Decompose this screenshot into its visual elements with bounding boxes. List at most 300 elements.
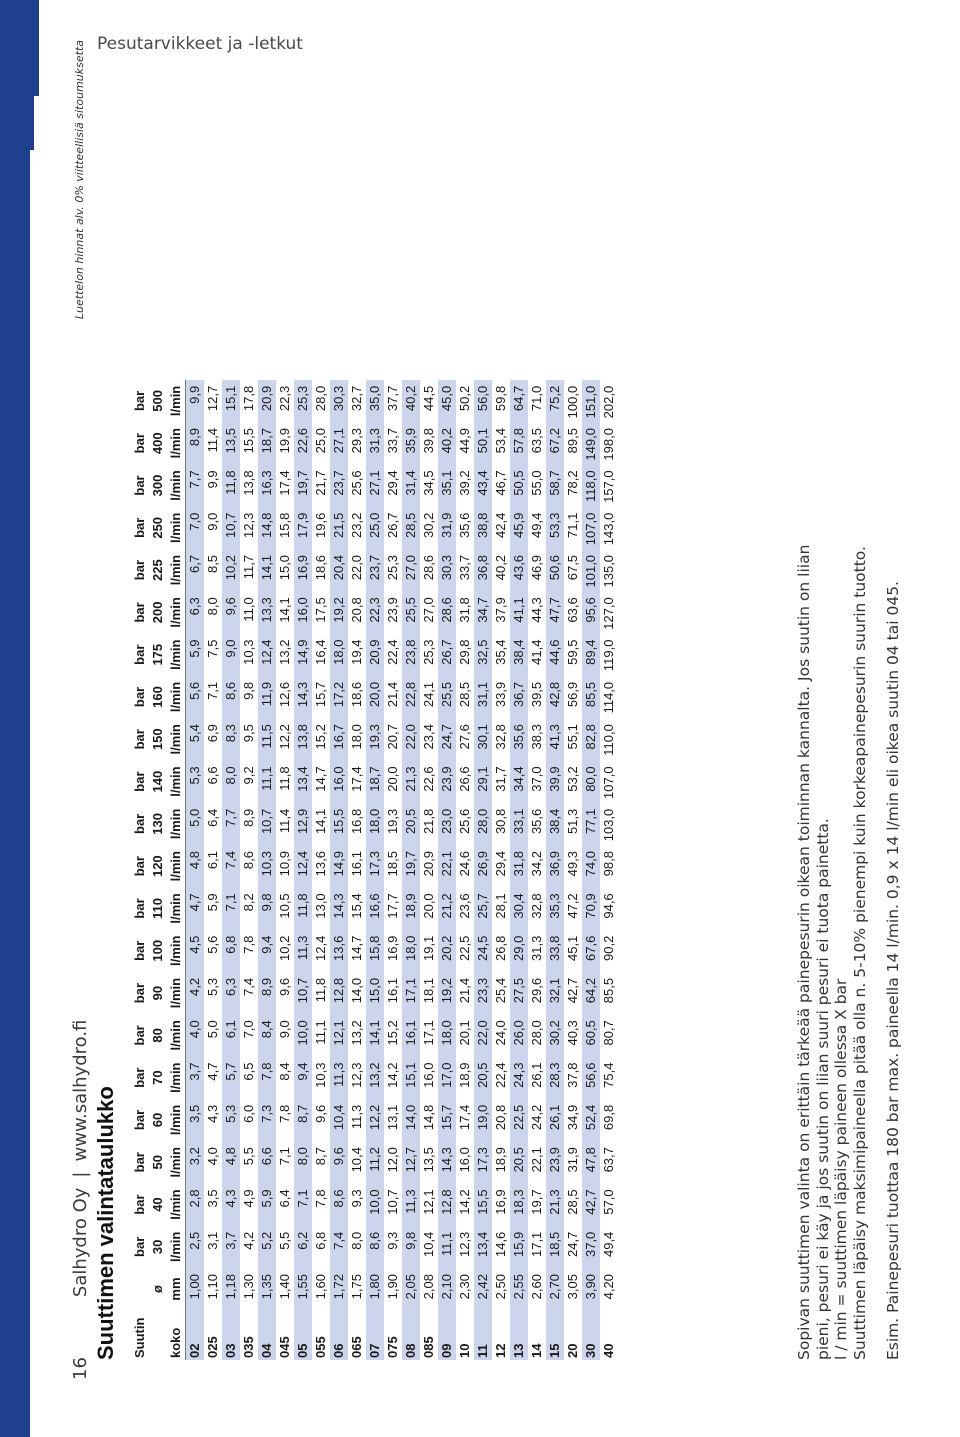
flow-value-cell: 13,8	[241, 470, 256, 496]
flow-value-cell: 6,3	[222, 972, 240, 1014]
note-line: Sopivan suuttimen valinta on erittäin tärkeää painepesurin oikean toiminnan kannalta. Jos suutin on liian	[795, 544, 813, 1360]
note-line: l / min = suuttimen läpäisy paineen ollessa X bar	[832, 978, 850, 1360]
flow-value-cell: 28,0	[474, 803, 492, 845]
header-flow-unit: l/min	[167, 676, 186, 718]
flow-value-cell: 4,8	[222, 1141, 240, 1183]
nozzle-size-cell: 13	[510, 1310, 528, 1360]
header-flow-unit: l/min	[167, 1226, 186, 1268]
flow-value-cell: 21,2	[438, 887, 456, 929]
table-row	[258, 380, 276, 1360]
flow-value-cell: 107,0	[601, 766, 616, 799]
flow-value-cell: 17,3	[366, 845, 384, 887]
header-bar-unit: bar	[132, 898, 147, 919]
flow-value-cell: 23,7	[366, 549, 384, 591]
flow-value-cell: 42,4	[493, 512, 508, 538]
flow-value-cell: 5,9	[186, 634, 205, 676]
flow-value-cell: 12,8	[330, 972, 348, 1014]
flow-value-cell: 56,0	[474, 380, 492, 422]
flow-value-cell: 56,9	[565, 681, 580, 708]
flow-value-cell: 29,8	[457, 639, 472, 665]
flow-value-cell: 20,8	[493, 1104, 508, 1131]
flow-value-cell: 78,2	[565, 470, 580, 496]
footer-website-link[interactable]: www.salhydro.fi	[69, 1019, 91, 1162]
flow-value-cell: 16,0	[294, 591, 312, 633]
flow-value-cell: 10,0	[366, 1183, 384, 1225]
flow-value-cell: 27,6	[457, 724, 472, 750]
flow-value-cell: 36,7	[510, 676, 528, 718]
flow-value-cell: 7,8	[277, 1104, 292, 1123]
flow-value-cell: 52,4	[582, 1099, 600, 1141]
header-bar-unit: bar	[132, 517, 147, 538]
header-bar-unit: bar	[132, 433, 147, 454]
flow-value-cell: 16,9	[385, 935, 400, 961]
flow-value-cell: 22,6	[294, 422, 312, 464]
flow-value-cell: 40,2	[438, 422, 456, 464]
flow-value-cell: 26,7	[385, 512, 400, 538]
flow-value-cell: 13,5	[421, 1147, 436, 1173]
flow-value-cell: 17,8	[241, 385, 256, 412]
flow-value-cell: 15,1	[402, 1057, 420, 1099]
flow-value-cell: 12,4	[313, 935, 328, 961]
flow-value-cell: 12,8	[438, 1183, 456, 1225]
flow-value-cell: 25,3	[421, 639, 436, 665]
flow-value-cell: 25,3	[385, 554, 400, 581]
flow-value-cell: 28,0	[313, 385, 328, 412]
flow-value-cell: 18,3	[510, 1183, 528, 1225]
flow-value-cell: 23,4	[421, 724, 436, 750]
flow-value-cell: 60,5	[582, 1014, 600, 1056]
header-flow-unit: l/min	[167, 422, 186, 464]
flow-value-cell: 8,4	[277, 1062, 292, 1081]
header-bar-unit: bar	[132, 856, 147, 877]
header-bar-unit: bar	[132, 1152, 147, 1173]
flow-value-cell: 3,5	[205, 1189, 220, 1208]
flow-value-cell: 10,2	[222, 549, 240, 591]
flow-value-cell: 20,0	[385, 766, 400, 792]
flow-value-cell: 6,7	[186, 549, 205, 591]
footer-separator: |	[69, 1171, 91, 1178]
header-pressure-value: 50	[150, 1155, 165, 1170]
diameter-cell: 3,90	[582, 1268, 600, 1310]
flow-value-cell: 18,9	[493, 1147, 508, 1173]
table-row	[492, 380, 510, 1360]
flow-value-cell: 21,3	[402, 760, 420, 802]
flow-value-cell: 8,0	[205, 597, 220, 616]
flow-value-cell: 21,3	[546, 1183, 564, 1225]
header-flow-unit: l/min	[167, 464, 186, 506]
flow-value-cell: 67,5	[565, 554, 580, 581]
flow-value-cell: 14,6	[493, 1231, 508, 1258]
flow-value-cell: 25,3	[294, 380, 312, 422]
flow-value-cell: 12,0	[385, 1147, 400, 1173]
flow-value-cell: 10,7	[294, 972, 312, 1014]
flow-value-cell: 14,3	[438, 1141, 456, 1183]
flow-value-cell: 15,8	[277, 512, 292, 538]
flow-value-cell: 33,7	[385, 428, 400, 454]
diameter-cell: 1,80	[366, 1268, 384, 1310]
flow-value-cell: 49,4	[601, 1231, 616, 1258]
flow-value-cell: 13,2	[366, 1057, 384, 1099]
flow-value-cell: 5,4	[186, 718, 205, 760]
flow-value-cell: 5,5	[277, 1231, 292, 1250]
flow-value-cell: 70,9	[582, 887, 600, 929]
flow-value-cell: 12,9	[294, 803, 312, 845]
flow-value-cell: 44,3	[529, 597, 544, 623]
flow-value-cell: 21,7	[313, 470, 328, 496]
diameter-cell: 1,55	[294, 1268, 312, 1310]
header-bar-unit: bar	[132, 771, 147, 792]
flow-value-cell: 7,3	[258, 1099, 276, 1141]
flow-value-cell: 20,1	[457, 1020, 472, 1046]
flow-value-cell: 9,6	[222, 591, 240, 633]
flow-value-cell: 63,6	[565, 597, 580, 623]
flow-value-cell: 25,6	[349, 470, 364, 496]
flow-value-cell: 11,0	[241, 597, 256, 622]
flow-value-cell: 24,7	[438, 718, 456, 760]
flow-value-cell: 17,1	[529, 1231, 544, 1258]
flow-value-cell: 50,1	[474, 422, 492, 464]
header-blank	[149, 1310, 167, 1360]
table-row	[528, 380, 546, 1360]
flow-value-cell: 9,0	[205, 512, 220, 531]
flow-value-cell: 44,5	[421, 385, 436, 412]
flow-value-cell: 7,8	[241, 935, 256, 954]
flow-value-cell: 119,0	[601, 639, 616, 672]
flow-value-cell: 30,3	[438, 549, 456, 591]
flow-value-cell: 19,1	[421, 935, 436, 961]
nozzle-size-cell: 09	[438, 1310, 456, 1360]
flow-value-cell: 28,3	[546, 1057, 564, 1099]
flow-value-cell: 31,8	[457, 597, 472, 623]
table-row	[438, 380, 456, 1360]
nozzle-size-cell: 03	[222, 1310, 240, 1360]
flow-value-cell: 29,1	[474, 760, 492, 802]
header-bar-unit: bar	[132, 1194, 147, 1215]
flow-value-cell: 9,8	[402, 1226, 420, 1268]
header-pressure-value: 140	[150, 770, 165, 793]
flow-value-cell: 11,3	[402, 1183, 420, 1225]
flow-value-cell: 58,7	[546, 464, 564, 506]
flow-value-cell: 29,4	[385, 470, 400, 496]
flow-value-cell: 114,0	[601, 681, 616, 714]
flow-value-cell: 23,9	[438, 760, 456, 802]
flow-value-cell: 7,4	[222, 845, 240, 887]
flow-value-cell: 28,5	[402, 507, 420, 549]
flow-value-cell: 18,5	[546, 1226, 564, 1268]
flow-value-cell: 30,8	[493, 808, 508, 835]
flow-value-cell: 7,5	[205, 639, 220, 658]
flow-value-cell: 100,0	[565, 385, 580, 419]
flow-value-cell: 11,7	[241, 554, 256, 580]
flow-value-cell: 20,4	[330, 549, 348, 591]
flow-value-cell: 15,1	[222, 380, 240, 422]
flow-value-cell: 38,8	[474, 507, 492, 549]
nozzle-size-cell: 065	[349, 1336, 364, 1358]
flow-value-cell: 20,0	[366, 676, 384, 718]
flow-value-cell: 16,6	[366, 887, 384, 929]
flow-value-cell: 2,5	[186, 1226, 205, 1268]
flow-value-cell: 11,1	[313, 1020, 328, 1045]
flow-value-cell: 11,5	[258, 718, 276, 760]
flow-value-cell: 10,2	[277, 935, 292, 961]
running-header: Pesutarvikkeet ja -letkut	[97, 34, 303, 54]
header-flow-unit: l/min	[167, 591, 186, 633]
flow-value-cell: 8,9	[241, 808, 256, 827]
table-row	[330, 380, 348, 1360]
header-pressure-value: 130	[150, 813, 165, 835]
flow-value-cell: 10,7	[385, 1189, 400, 1215]
flow-value-cell: 15,2	[313, 724, 328, 750]
flow-value-cell: 18,0	[330, 634, 348, 676]
flow-value-cell: 13,5	[222, 422, 240, 464]
flow-value-cell: 26,1	[546, 1099, 564, 1141]
table-row	[564, 380, 582, 1360]
flow-value-cell: 31,4	[402, 464, 420, 506]
flow-value-cell: 4,2	[241, 1231, 256, 1250]
flow-value-cell: 34,2	[529, 851, 544, 877]
flow-value-cell: 5,9	[258, 1183, 276, 1225]
flow-value-cell: 4,0	[186, 1014, 205, 1056]
flow-value-cell: 12,4	[258, 634, 276, 676]
flow-value-cell: 19,4	[349, 639, 364, 665]
flow-value-cell: 22,0	[402, 718, 420, 760]
flow-value-cell: 41,1	[510, 591, 528, 633]
flow-value-cell: 22,0	[349, 554, 364, 581]
table-row	[510, 380, 528, 1360]
flow-value-cell: 18,7	[366, 760, 384, 802]
flow-value-cell: 8,6	[222, 676, 240, 718]
flow-value-cell: 17,1	[421, 1020, 436, 1046]
flow-value-cell: 40,2	[493, 554, 508, 581]
flow-value-cell: 8,7	[294, 1099, 312, 1141]
flow-value-cell: 25,5	[402, 591, 420, 633]
flow-value-cell: 198,0	[601, 428, 616, 461]
nozzle-size-cell: 045	[277, 1336, 292, 1358]
flow-value-cell: 51,3	[565, 808, 580, 835]
diameter-cell: 2,50	[493, 1274, 508, 1300]
flow-value-cell: 16,9	[294, 549, 312, 591]
flow-value-cell: 2,8	[186, 1183, 205, 1225]
flow-value-cell: 6,0	[241, 1104, 256, 1123]
flow-value-cell: 4,7	[205, 1062, 220, 1081]
flow-value-cell: 5,2	[258, 1226, 276, 1268]
flow-value-cell: 18,0	[349, 724, 364, 750]
flow-value-cell: 7,7	[186, 464, 205, 506]
header-pressure-value: 120	[150, 855, 165, 878]
flow-value-cell: 17,5	[313, 597, 328, 623]
flow-value-cell: 17,7	[385, 893, 400, 919]
flow-value-cell: 21,8	[421, 808, 436, 835]
flow-value-cell: 6,2	[294, 1226, 312, 1268]
flow-value-cell: 53,3	[546, 507, 564, 549]
flow-value-cell: 9,3	[385, 1231, 400, 1250]
flow-value-cell: 59,5	[565, 639, 580, 665]
header-pressure-value: 70	[150, 1070, 165, 1085]
flow-value-cell: 16,0	[457, 1147, 472, 1173]
flow-value-cell: 10,7	[222, 507, 240, 549]
flow-value-cell: 9,2	[241, 766, 256, 785]
flow-value-cell: 94,6	[601, 893, 616, 919]
flow-value-cell: 47,8	[582, 1141, 600, 1183]
header-pressure-value: 80	[150, 1028, 165, 1043]
nozzle-size-cell: 40	[601, 1343, 616, 1358]
flow-value-cell: 22,4	[493, 1062, 508, 1088]
table-row	[384, 380, 402, 1360]
flow-value-cell: 19,7	[529, 1189, 544, 1215]
diameter-cell: 1,72	[330, 1268, 348, 1310]
table-row	[474, 380, 492, 1360]
flow-value-cell: 19,7	[402, 845, 420, 887]
flow-value-cell: 39,9	[546, 760, 564, 802]
header-flow-unit: l/min	[167, 1141, 186, 1183]
flow-value-cell: 6,8	[313, 1231, 328, 1250]
flow-value-cell: 12,1	[421, 1189, 436, 1215]
flow-value-cell: 47,2	[565, 893, 580, 919]
nozzle-size-cell: 025	[205, 1336, 220, 1358]
flow-value-cell: 67,2	[546, 422, 564, 464]
flow-value-cell: 11,3	[349, 1104, 364, 1130]
flow-value-cell: 46,9	[529, 554, 544, 581]
nozzle-size-cell: 075	[385, 1336, 400, 1358]
flow-value-cell: 5,9	[205, 893, 220, 912]
flow-value-cell: 5,7	[222, 1057, 240, 1099]
diameter-cell: 2,55	[510, 1268, 528, 1310]
flow-value-cell: 74,0	[582, 845, 600, 887]
flow-value-cell: 9,6	[330, 1141, 348, 1183]
flow-value-cell: 135,0	[601, 554, 616, 588]
flow-value-cell: 14,2	[385, 1062, 400, 1088]
flow-value-cell: 50,5	[510, 464, 528, 506]
nozzle-size-cell: 30	[582, 1310, 600, 1360]
diameter-cell: 1,10	[205, 1274, 220, 1300]
flow-value-cell: 64,2	[582, 972, 600, 1014]
flow-value-cell: 16,9	[493, 1189, 508, 1215]
flow-value-cell: 23,2	[349, 512, 364, 538]
table-row	[204, 380, 222, 1360]
header-pressure-value: 100	[150, 939, 165, 962]
flow-value-cell: 28,5	[565, 1189, 580, 1215]
flow-value-cell: 22,5	[457, 935, 472, 961]
diameter-cell: 1,30	[241, 1274, 256, 1300]
header-pressure-value: 400	[150, 432, 165, 455]
flow-value-cell: 26,0	[510, 1014, 528, 1056]
notes-block	[795, 60, 903, 1360]
diameter-cell: 2,05	[402, 1268, 420, 1310]
flow-value-cell: 34,9	[565, 1104, 580, 1131]
flow-value-cell: 24,3	[510, 1057, 528, 1099]
flow-value-cell: 15,5	[474, 1183, 492, 1225]
flow-value-cell: 9,9	[205, 470, 220, 489]
flow-value-cell: 49,3	[565, 851, 580, 877]
flow-value-cell: 19,6	[313, 512, 328, 538]
flow-value-cell: 59,8	[493, 385, 508, 412]
flow-value-cell: 5,6	[186, 676, 205, 718]
flow-value-cell: 7,1	[294, 1183, 312, 1225]
diameter-cell: 2,10	[438, 1268, 456, 1310]
flow-value-cell: 82,8	[582, 718, 600, 760]
nozzle-size-cell: 05	[294, 1310, 312, 1360]
flow-value-cell: 28,1	[493, 893, 508, 919]
flow-value-cell: 56,6	[582, 1057, 600, 1099]
flow-value-cell: 39,5	[529, 681, 544, 708]
flow-value-cell: 11,3	[294, 930, 312, 972]
flow-value-cell: 17,4	[457, 1104, 472, 1131]
flow-value-cell: 30,1	[474, 718, 492, 760]
flow-value-cell: 29,4	[493, 851, 508, 877]
nozzle-size-cell: 035	[241, 1336, 256, 1358]
footer	[65, 40, 95, 1380]
flow-value-cell: 69,8	[601, 1104, 616, 1131]
flow-value-cell: 42,8	[546, 676, 564, 718]
flow-value-cell: 20,9	[366, 634, 384, 676]
flow-value-cell: 18,1	[421, 977, 436, 1004]
flow-value-cell: 45,1	[565, 935, 580, 961]
flow-value-cell: 16,8	[349, 808, 364, 835]
flow-value-cell: 26,6	[457, 766, 472, 792]
flow-value-cell: 40,2	[402, 380, 420, 422]
flow-value-cell: 4,5	[186, 930, 205, 972]
flow-value-cell: 40,3	[565, 1020, 580, 1046]
flow-value-cell: 23,9	[385, 597, 400, 623]
header-bar-unit: bar	[132, 1109, 147, 1131]
flow-value-cell: 17,3	[474, 1141, 492, 1183]
flow-value-cell: 6,1	[205, 851, 220, 870]
flow-value-cell: 25,7	[474, 887, 492, 929]
flow-value-cell: 32,7	[349, 385, 364, 412]
flow-value-cell: 11,4	[205, 428, 220, 453]
header-bar-unit: bar	[132, 475, 147, 496]
flow-value-cell: 16,1	[402, 1014, 420, 1056]
flow-value-cell: 12,2	[277, 724, 292, 750]
header-row-units	[167, 380, 186, 1360]
flow-value-cell: 35,9	[402, 422, 420, 464]
flow-value-cell: 6,6	[258, 1141, 276, 1183]
flow-value-cell: 16,1	[385, 977, 400, 1004]
flow-value-cell: 20,7	[385, 724, 400, 750]
flow-value-cell: 31,3	[529, 935, 544, 961]
nozzle-size-cell: 04	[258, 1310, 276, 1360]
header-flow-unit: l/min	[167, 930, 186, 972]
flow-value-cell: 202,0	[601, 385, 616, 419]
flow-value-cell: 35,1	[438, 464, 456, 506]
flow-value-cell: 10,3	[258, 845, 276, 887]
table-row	[366, 380, 384, 1360]
flow-value-cell: 75,4	[601, 1062, 616, 1088]
flow-value-cell: 14,8	[421, 1104, 436, 1131]
diameter-cell: 1,75	[349, 1274, 364, 1300]
flow-value-cell: 15,2	[385, 1020, 400, 1046]
flow-value-cell: 14,1	[313, 808, 328, 835]
table-row	[582, 380, 600, 1360]
flow-value-cell: 24,5	[474, 930, 492, 972]
flow-value-cell: 13,3	[258, 591, 276, 633]
flow-value-cell: 7,1	[222, 887, 240, 929]
flow-value-cell: 7,0	[241, 1020, 256, 1039]
flow-value-cell: 20,5	[402, 803, 420, 845]
flow-value-cell: 24,2	[529, 1104, 544, 1131]
flow-value-cell: 36,9	[546, 845, 564, 887]
flow-value-cell: 27,5	[510, 972, 528, 1014]
flow-value-cell: 13,6	[330, 930, 348, 972]
flow-value-cell: 20,2	[438, 930, 456, 972]
flow-value-cell: 25,4	[493, 977, 508, 1004]
flow-value-cell: 19,2	[438, 972, 456, 1014]
flow-value-cell: 35,3	[546, 887, 564, 929]
flow-value-cell: 36,8	[474, 549, 492, 591]
diameter-cell: 1,40	[277, 1274, 292, 1300]
flow-value-cell: 37,0	[582, 1226, 600, 1268]
diameter-cell: 1,60	[313, 1274, 328, 1300]
